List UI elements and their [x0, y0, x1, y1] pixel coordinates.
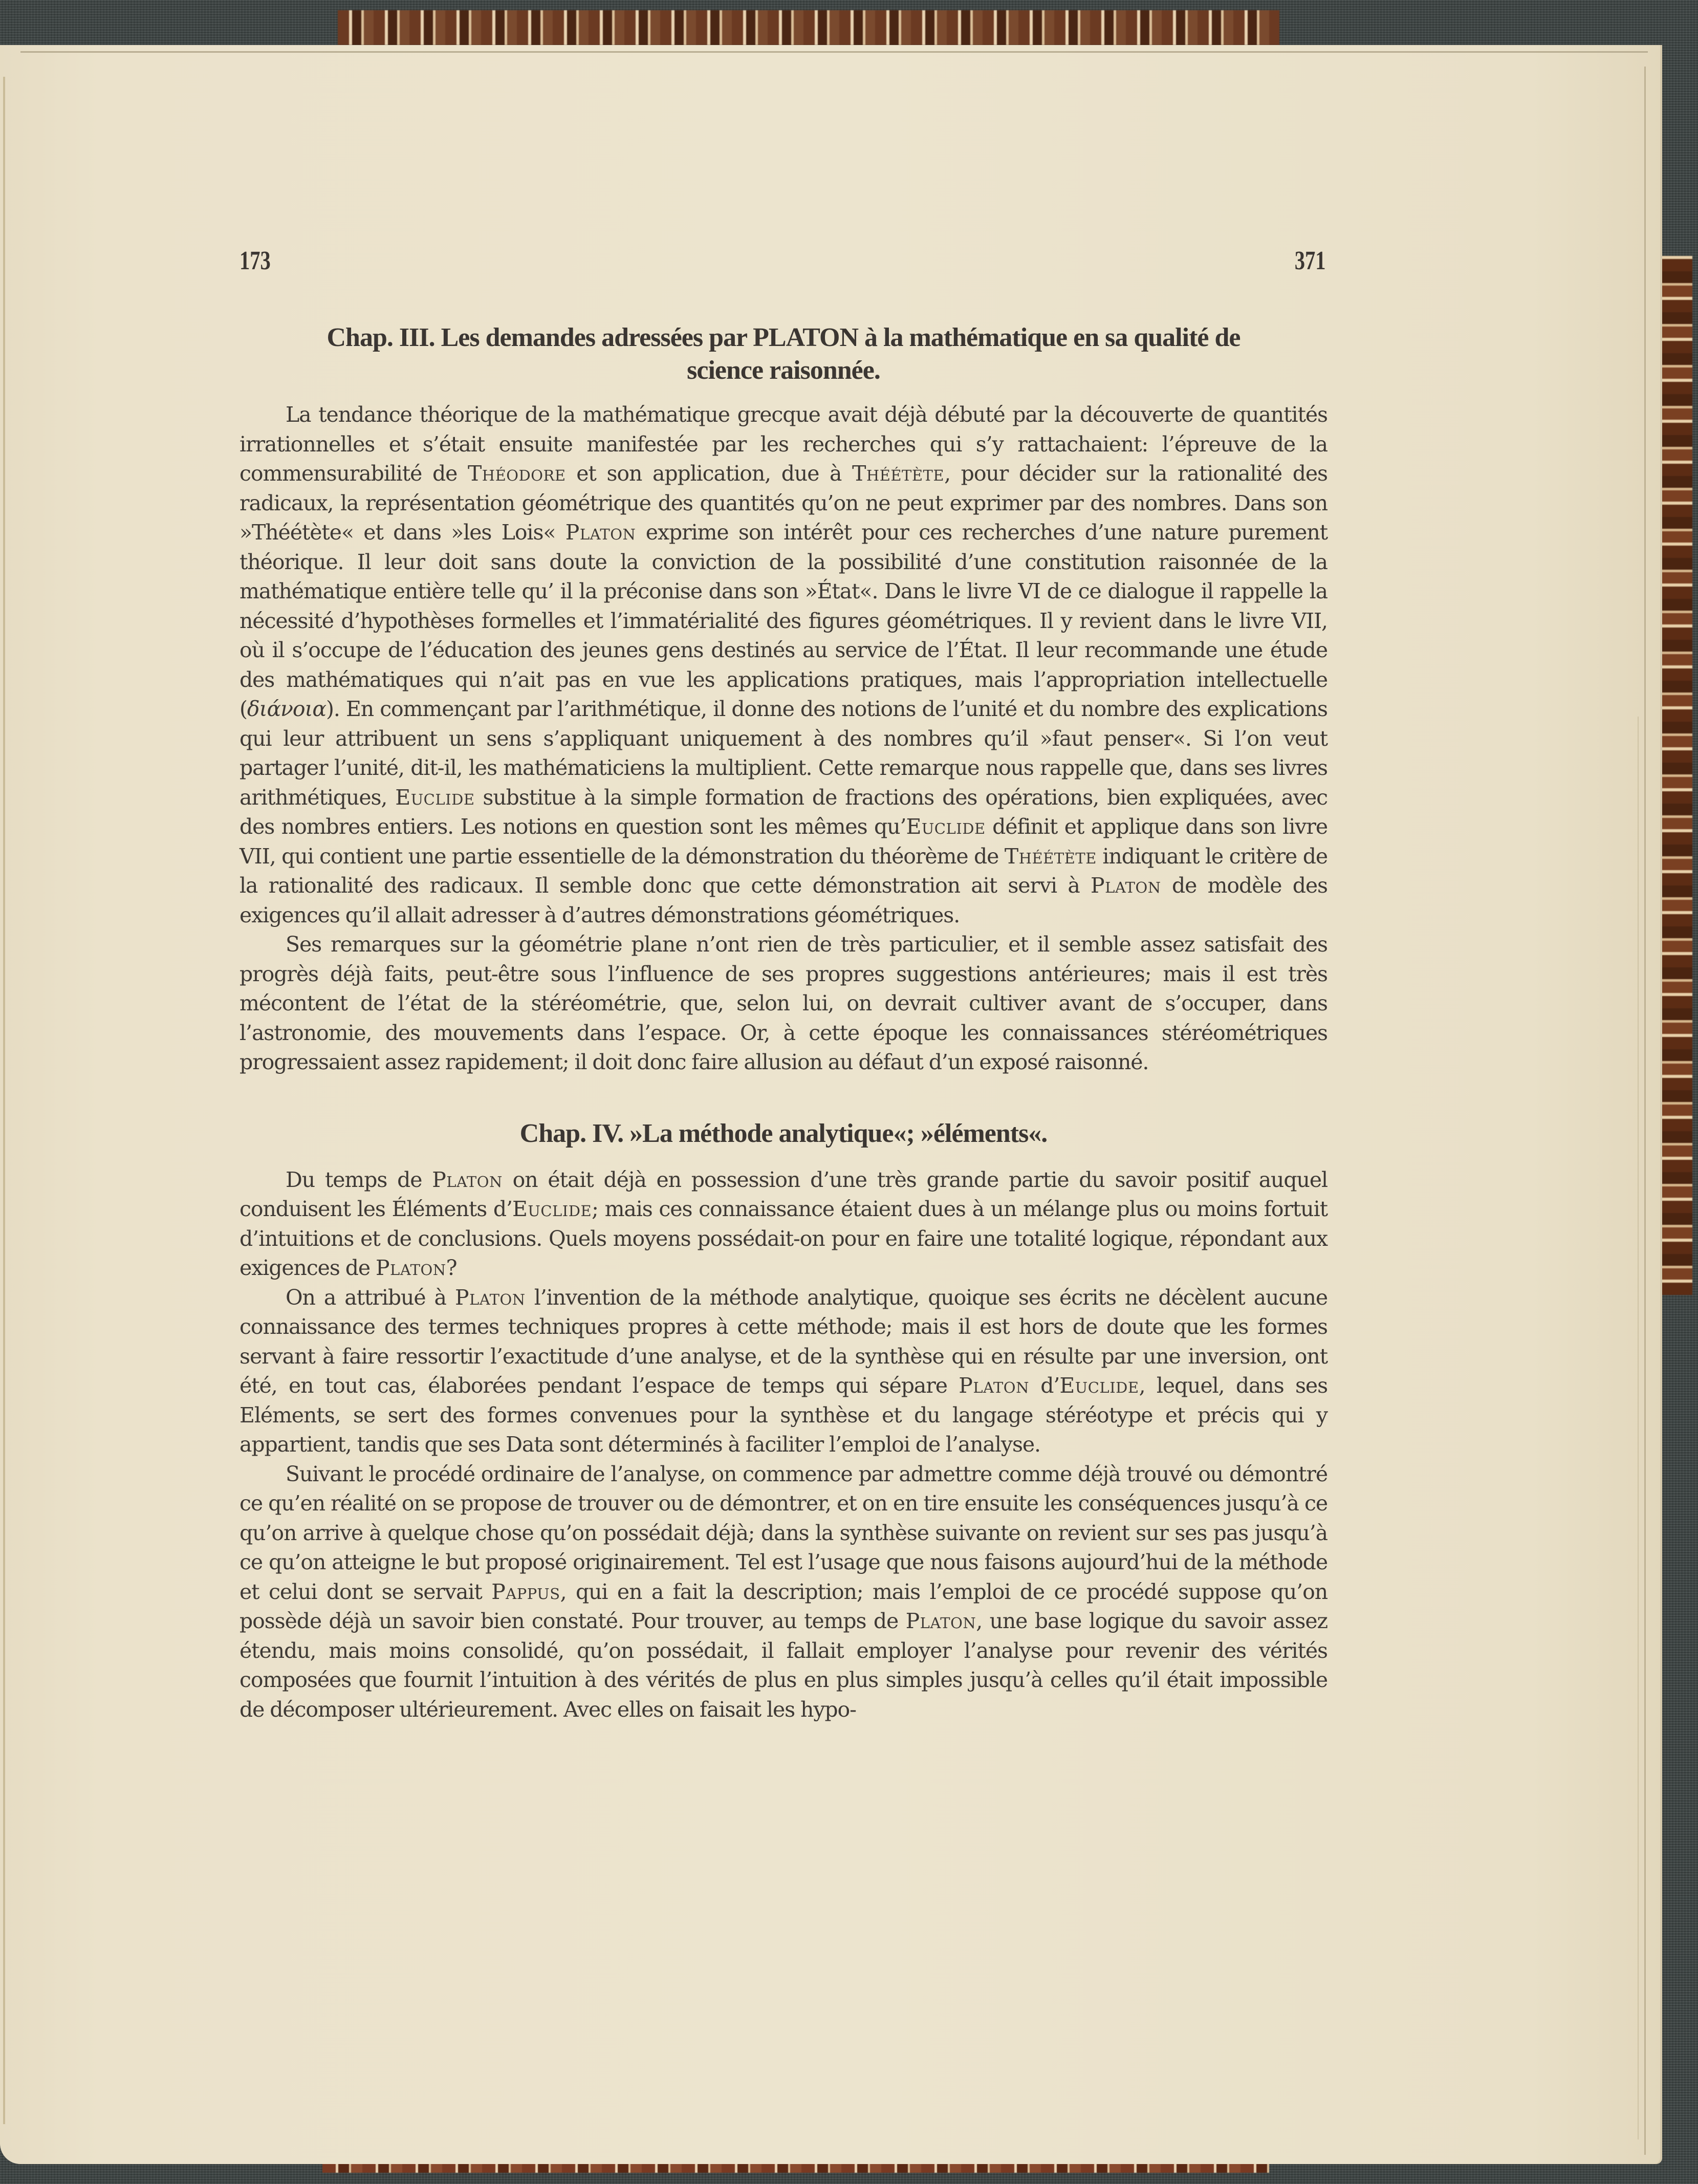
person-name: Platon: [565, 520, 636, 545]
person-name: Théétète: [1004, 844, 1097, 869]
person-name: Euclide: [1059, 1373, 1139, 1398]
person-name: Platon: [1090, 873, 1161, 898]
text-run: ; mais ces connaissance étaient dues à un mélange plus ou moins fortuit d’intuitions et de conclusions. Quels moyens possédait-on pour en faire une totalité logique, répondant aux exigences de: [240, 1197, 1327, 1280]
paragraph: [240, 400, 1327, 930]
text-run: ). En commençant par l’arithmétique, il donne des notions de l’unité et du nombre des explications qui leur attribuent un sens s’appliquant uniquement à des nombres qu’il »faut penser«. Si l’on veut partager l’unité, dit-il, les mathématiciens la multiplient. Cette remarque nous rappelle que, dans ses livres arithmétiques,: [240, 697, 1327, 810]
text-run: , une base logique du savoir assez étendu, mais moins consolidé, qu’on possédait, il fallait employer l’analyse pour revenir des vérités composées que fournit l’intuition à des vérités de plus en plus simples jusqu’à celles qu’il était impossible de décomposer ultérieurement. Avec elles on faisait les hypo-: [240, 1609, 1327, 1722]
greek-term: διάνοια: [247, 697, 326, 721]
page-fore-edge-line-inner: [1638, 717, 1639, 2139]
person-name: Euclide: [395, 785, 475, 810]
paragraph: [240, 1165, 1327, 1283]
running-head: [240, 246, 1326, 287]
text-run: et son application, due à: [565, 461, 853, 486]
chapter-4-title: Chap. IV. »La méthode analytique«; »éléments«.: [519, 1118, 1048, 1148]
page-content: [240, 246, 1327, 1724]
text-run: définit et applique dans son livre VII, qui contient une partie essentielle de la démonstration du théorème de: [240, 814, 1327, 869]
marbled-edge-right: [1662, 256, 1692, 1295]
text-run: La tendance théorique de la mathématique grecque avait déjà débuté par la découverte de quantités irrationnelles et s’était ensuite manifestée par les recherches qui s’y rattachaient: l’épreuve de la commensurabilité de: [240, 402, 1327, 486]
text-run: l’invention de la méthode analytique, quoique ses écrits ne décèlent aucune connaissance des termes techniques propres à cette méthode; mais il est hors de doute que les formes servant à faire ressortir l’exactitude d’une analyse, et de la synthèse qui en résulte par une inversion, ont été, en tout cas, élaborées pendant l’espace de temps qui sépare: [240, 1285, 1327, 1398]
chapter-3-title-line-1: Chap. III. Les demandes adressées par PLATON à la mathématique en sa qualité de: [326, 323, 1240, 352]
text-run: Ses remarques sur la géométrie plane n’ont rien de très particulier, et il semble assez satisfait des progrès déjà faits, peut-être sous l’influence de ses propres suggestions antérieures; mais il est très mécontent de l’état de la stéréométrie, que, selon lui, on devrait cultiver avant de s’occuper, dans l’astronomie, des mouvements dans l’espace. Or, à cette époque les connaissances stéréométriques progressaient assez rapidement; il doit donc faire allusion au défaut d’un exposé raisonné.: [240, 932, 1327, 1074]
chapter-3-body: [240, 400, 1327, 1077]
text-run: ?: [446, 1256, 457, 1280]
person-name: Platon: [454, 1285, 526, 1310]
text-run: , pour décider sur la rationalité des radicaux, la représentation géométrique des quantités qu’on ne peut exprimer par des nombres. Dans son »Théétète« et dans »les Lois«: [240, 461, 1327, 545]
text-run: de modèle des exigences qu’il allait adresser à d’autres démonstrations géométriques.: [240, 873, 1328, 927]
chapter-4-body: [240, 1165, 1327, 1725]
page-number-left: 173: [240, 246, 271, 275]
person-name: Théétète: [852, 461, 945, 486]
text-run: , lequel, dans ses Eléments, se sert des formes convenues pour la synthèse et du langage stéréotype et précis qui y appartient, tandis que ses Data sont déterminés à faciliter l’emploi de l’analyse.: [240, 1373, 1328, 1457]
chapter-3-title: [240, 321, 1327, 387]
paragraph: [240, 1460, 1327, 1725]
page-fore-edge-line: [1644, 67, 1646, 2155]
text-run: Du temps de: [286, 1167, 432, 1192]
person-name: Pappus: [491, 1579, 560, 1604]
text-run: , qui en a fait la description; mais l’emploi de ce procédé suppose qu’on possède déjà un savoir bien constaté. Pour trouver, au temps de: [240, 1579, 1327, 1633]
paragraph: [240, 930, 1327, 1077]
person-name: Platon: [375, 1256, 446, 1280]
chapter-3-title-line-2: science raisonnée.: [687, 356, 880, 385]
page-gutter: [3, 77, 5, 2124]
person-name: Platon: [432, 1167, 503, 1192]
marbled-edge-top: [338, 10, 1279, 45]
text-run: exprime son intérêt pour ces recherches d’une nature purement théorique. Il leur doit sans doute la conviction de la possibilité d’une constitution raisonnée de la mathématique entière telle qu’ il la préconise dans son »État«. Dans le livre VI de ce dialogue il rappelle la nécessité d’hypothèses formelles et l’immatérialité des figures géométriques. Il y revient dans le livre VII, où il s’occupe de l’éducation des jeunes gens destinés au service de l’État. Il leur recommande une étude des mathématiques qui n’ait pas en vue les applications pratiques, mais l’appropriation intellectuelle (: [240, 520, 1327, 721]
person-name: Théodore: [467, 461, 566, 486]
text-run: on était déjà en possession d’une très grande partie du savoir positif auquel conduisent les Éléments d’: [240, 1167, 1327, 1221]
person-name: Euclide: [906, 814, 986, 839]
person-name: Euclide: [512, 1197, 592, 1221]
text-run: indiquant le critère de la rationalité des radicaux. Il semble donc que cette démonstration ait servi à: [240, 844, 1328, 898]
text-run: Suivant le procédé ordinaire de l’analyse, on commence par admettre comme déjà trouvé ou démontré ce qu’en réalité on se propose de trouver ou de démontrer, et on en tire ensuite les conséquences jusqu’à ce qu’on arrive à quelque chose qu’on possédait déjà; dans la synthèse suivante on revient sur ses pas jusqu’à ce qu’on atteigne le but proposé originairement. Tel est l’usage que nous faisons aujourd’hui de la méthode et celui dont se servait: [240, 1461, 1327, 1604]
person-name: Platon: [905, 1609, 976, 1633]
text-run: substitue à la simple formation de fractions des opérations, bien expliquées, avec des nombres entiers. Les notions en question sont les mêmes qu’: [240, 785, 1328, 839]
text-run: On a attribué à: [286, 1285, 455, 1310]
text-run: d’: [1029, 1373, 1060, 1398]
paragraph: [240, 1283, 1327, 1460]
page-number-right: 371: [1294, 246, 1326, 275]
person-name: Platon: [959, 1373, 1029, 1398]
page-top-edge: [20, 51, 1648, 53]
